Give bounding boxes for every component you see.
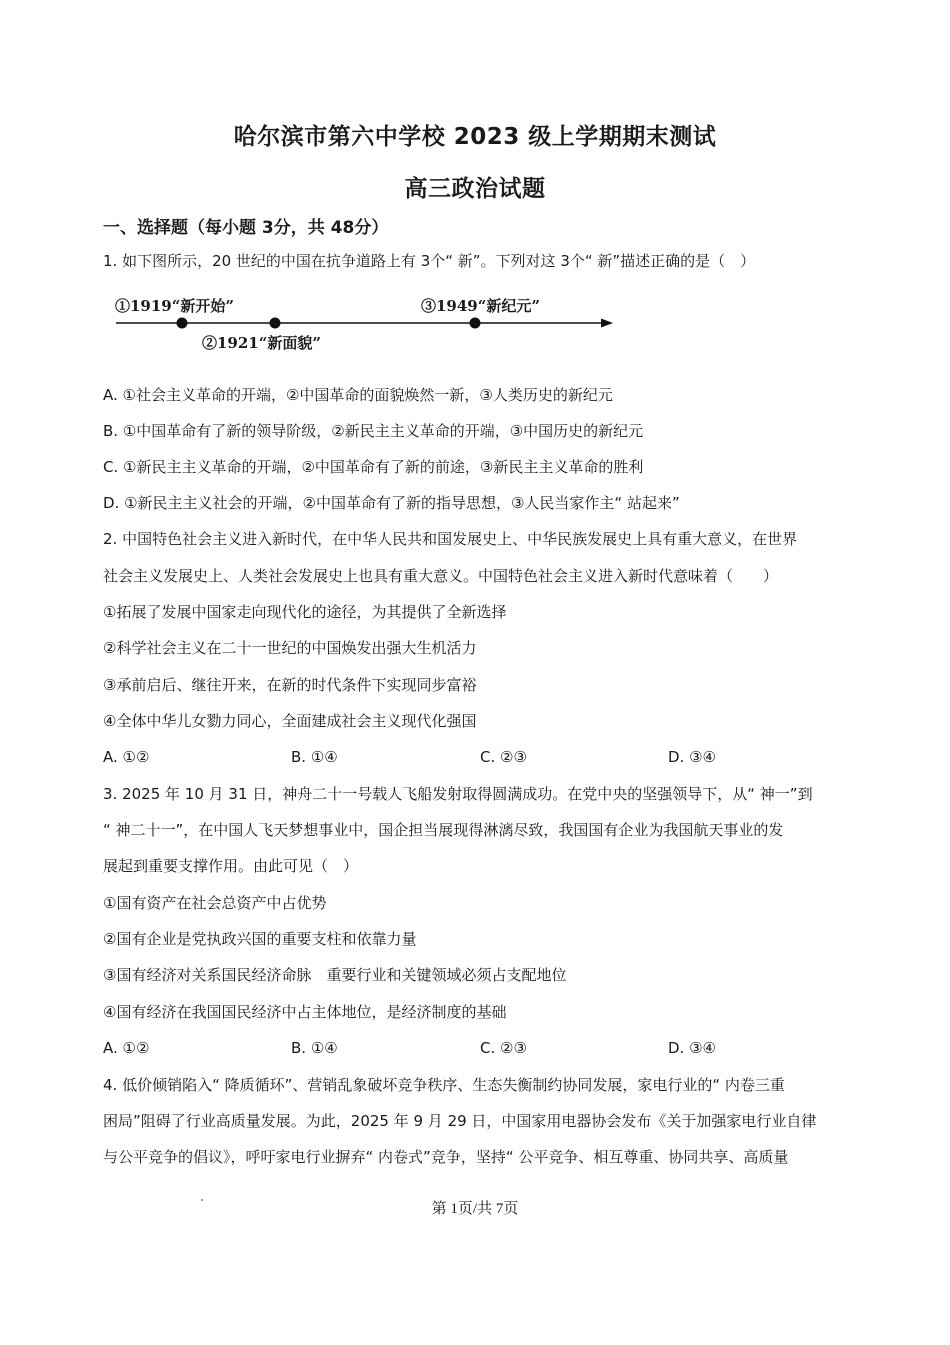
q2-item-4: ④全体中华儿女勠力同心，全面建成社会主义现代化强国	[103, 712, 477, 730]
q1-option-b: B. ①中国革命有了新的领导阶级，②新民主主义革命的开端，③中国历史的新纪元	[103, 422, 644, 440]
q4-stem-line3: 与公平竞争的倡议》，呼吁家电行业摒弃“ 内卷式”竞争，坚持“ 公平竞争、相互尊重、协同共享、高质量	[103, 1148, 789, 1166]
q3-stem-line2: “ 神二十一”，在中国人飞天梦想事业中，国企担当展现得淋漓尽致，我国国有企业为我国航天事业的发	[103, 821, 784, 839]
school-title: 哈尔滨市第六中学校 2023 级上学期期末测试	[233, 124, 717, 150]
q4-stem-line2: 困局”阻碍了行业高质量发展。为此，2025 年 9 月 29 日，中国家用电器协会发布《关于加强家电行业自律	[103, 1112, 817, 1130]
q1-timeline	[100, 288, 630, 358]
q2-item-3: ③承前启后、继往开来，在新的时代条件下实现同步富裕	[103, 676, 477, 694]
q3-stem-line1: 3. 2025 年 10 月 31 日，神舟二十一号载人飞船发射取得圆满成功。在党中央的坚强领导下，从“ 神一”到	[103, 785, 813, 803]
timeline-point-1949	[470, 318, 481, 329]
q3-item-1: ①国有资产在社会总资产中占优势	[103, 894, 327, 912]
q4-stem-line1: 4. 低价倾销陷入“ 降质循环”、营销乱象破坏竞争秩序、生态失衡制约协同发展，家电行业的“ 内卷三重	[103, 1076, 785, 1094]
paper-title: 高三政治试题	[404, 176, 546, 202]
q2-item-1: ①拓展了发展中国家走向现代化的途径，为其提供了全新选择	[103, 603, 507, 621]
page-number: 第 1页/共 7页	[431, 1201, 519, 1217]
q1-option-a: A. ①社会主义革命的开端，②中国革命的面貌焕然一新，③人类历史的新纪元	[103, 386, 613, 404]
timeline-point-1919	[177, 318, 188, 329]
q2-option-b: B. ①④	[291, 748, 338, 766]
q3-option-a: A. ①②	[103, 1039, 150, 1057]
q2-option-a: A. ①②	[103, 748, 150, 766]
q3-option-d: D. ③④	[668, 1039, 716, 1057]
timeline-point-1921	[270, 318, 281, 329]
timeline-label-1949: ③1949“新纪元”	[421, 297, 541, 315]
q1-stem: 1. 如下图所示，20 世纪的中国在抗争道路上有 3个“ 新”。下列对这 3个“ 新”描述正确的是（ ）	[103, 252, 756, 270]
q2-item-2: ②科学社会主义在二十一世纪的中国焕发出强大生机活力	[103, 639, 477, 657]
q3-option-c: C. ②③	[480, 1039, 527, 1057]
q2-stem-line2: 社会主义发展史上、人类社会发展史上也具有重大意义。中国特色社会主义进入新时代意味着（ ）	[103, 567, 779, 585]
q3-stem-line3: 展起到重要支撑作用。由此可见（ ）	[103, 857, 359, 875]
q3-option-b: B. ①④	[291, 1039, 338, 1057]
q1-option-c: C. ①新民主主义革命的开端，②中国革命有了新的前途，③新民主主义革命的胜利	[103, 458, 644, 476]
timeline-arrowhead	[601, 319, 613, 328]
q2-option-c: C. ②③	[480, 748, 527, 766]
timeline-label-1921: ②1921“新面貌”	[202, 334, 322, 352]
q1-option-d: D. ①新民主主义社会的开端，②中国革命有了新的指导思想，③人民当家作主“ 站起来”	[103, 494, 680, 512]
q3-item-3: ③国有经济对关系国民经济命脉 重要行业和关键领域必须占支配地位	[103, 966, 567, 984]
q3-item-2: ②国有企业是党执政兴国的重要支柱和依靠力量	[103, 930, 417, 948]
section-heading: 一、选择题（每小题 3分，共 48分）	[103, 218, 389, 238]
q3-item-4: ④国有经济在我国国民经济中占主体地位，是经济制度的基础	[103, 1003, 507, 1021]
timeline-label-1919: ①1919“新开始”	[115, 297, 235, 315]
q2-option-d: D. ③④	[668, 748, 716, 766]
q2-stem-line1: 2. 中国特色社会主义进入新时代，在中华人民共和国发展史上、中华民族发展史上具有重大意义，在世界	[103, 530, 798, 548]
